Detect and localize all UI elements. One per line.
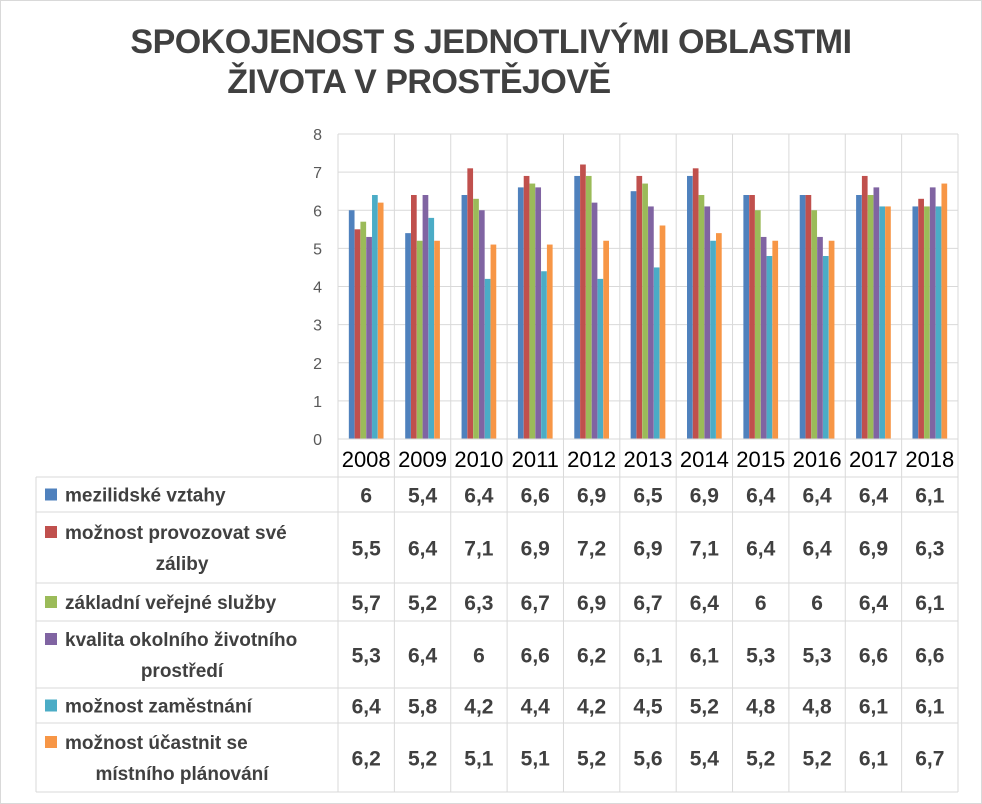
bar-2010-s6 [491, 245, 497, 439]
bar-2014-s3 [699, 195, 705, 439]
bar-2010-s1 [462, 195, 468, 439]
bar-2018-s6 [941, 184, 947, 439]
x-category-label: 2015 [736, 447, 786, 472]
table-value-s6-2018: 6,7 [915, 747, 945, 771]
bar-2008-s1 [349, 210, 355, 439]
bar-2013-s2 [636, 176, 642, 439]
chart-title-line-1: SPOKOJENOST S JEDNOTLIVÝMI OBLASTMI [130, 23, 852, 61]
bar-2015-s3 [755, 210, 761, 439]
bar-2016-s5 [823, 256, 829, 439]
legend-label-6: místního plánování [95, 764, 269, 785]
legend-swatch-1 [45, 489, 57, 501]
table-value-s6-2015: 5,2 [746, 747, 776, 771]
x-category-label: 2011 [511, 447, 559, 472]
bar-2016-s6 [829, 241, 835, 439]
legend-swatch-4 [45, 633, 57, 645]
table-value-s1-2011: 6,6 [520, 484, 550, 508]
x-category-label: 2018 [905, 447, 955, 472]
bar-2016-s2 [806, 195, 812, 439]
table-value-s4-2010: 6 [473, 644, 485, 668]
bar-2010-s4 [479, 210, 485, 439]
bar-2018-s4 [930, 187, 936, 439]
x-category-label: 2010 [454, 447, 504, 472]
bar-2011-s6 [547, 245, 553, 439]
bar-2016-s4 [817, 237, 823, 439]
table-value-s4-2014: 6,1 [689, 644, 719, 668]
chart-title-line-2: ŽIVOTA V PROSTĚJOVĚ [227, 63, 611, 101]
bar-2017-s6 [885, 206, 891, 439]
bar-2014-s2 [693, 168, 699, 439]
table-value-s4-2016: 5,3 [802, 644, 832, 668]
table-value-s2-2018: 6,3 [915, 537, 945, 561]
bar-2015-s4 [761, 237, 767, 439]
table-value-s2-2013: 6,9 [633, 537, 663, 561]
legend-swatch-2 [45, 526, 57, 538]
table-value-s6-2013: 5,6 [633, 747, 663, 771]
table-value-s6-2010: 5,1 [464, 747, 494, 771]
table-value-s3-2014: 6,4 [689, 592, 719, 615]
bar-2011-s1 [518, 187, 524, 439]
table-value-s5-2014: 5,2 [689, 695, 719, 719]
bar-2012-s1 [574, 176, 580, 439]
table-value-s2-2015: 6,4 [746, 537, 776, 561]
bar-2017-s1 [856, 195, 862, 439]
bar-2011-s2 [524, 176, 530, 439]
table-value-s5-2009: 5,8 [407, 695, 438, 719]
bar-2009-s3 [417, 241, 423, 439]
bar-2018-s2 [918, 199, 924, 439]
bar-2014-s5 [710, 241, 716, 439]
table-value-s6-2012: 5,2 [577, 747, 607, 771]
table-value-s5-2015: 4,8 [746, 695, 776, 719]
bar-2015-s1 [743, 195, 749, 439]
bar-2013-s3 [642, 184, 648, 439]
table-value-s6-2008: 6,2 [351, 747, 381, 771]
table-value-s3-2011: 6,7 [520, 592, 550, 615]
bar-2017-s5 [879, 206, 885, 439]
x-category-label: 2012 [567, 447, 617, 472]
table-value-s4-2008: 5,3 [351, 644, 381, 668]
y-tick-label: 8 [313, 127, 322, 144]
table-value-s1-2010: 6,4 [464, 484, 494, 508]
y-tick-label: 1 [313, 393, 322, 411]
table-value-s1-2016: 6,4 [802, 484, 832, 508]
table-value-s1-2017: 6,4 [858, 484, 889, 508]
table-value-s3-2017: 6,4 [858, 592, 889, 615]
legend-label-6: možnost účastnit se [65, 733, 248, 754]
table-value-s4-2017: 6,6 [858, 644, 889, 668]
bar-2010-s2 [467, 168, 473, 439]
bar-2014-s4 [704, 206, 710, 439]
table-value-s4-2011: 6,6 [520, 644, 550, 668]
bar-2009-s4 [423, 195, 429, 439]
table-value-s2-2016: 6,4 [802, 537, 832, 561]
table-value-s6-2016: 5,2 [802, 747, 832, 771]
table-value-s5-2012: 4,2 [577, 695, 607, 719]
bar-2012-s4 [592, 203, 598, 439]
table-value-s1-2018: 6,1 [915, 484, 945, 508]
table-value-s3-2012: 6,9 [577, 592, 607, 615]
bar-2008-s5 [372, 195, 378, 439]
x-category-label: 2013 [623, 447, 673, 472]
table-value-s1-2015: 6,4 [746, 484, 776, 508]
bar-2017-s2 [862, 176, 868, 439]
table-value-s4-2009: 6,4 [407, 644, 438, 668]
bar-2009-s2 [411, 195, 417, 439]
bar-2009-s5 [428, 218, 434, 439]
y-tick-label: 7 [313, 165, 322, 183]
table-value-s6-2017: 6,1 [858, 747, 889, 771]
table-value-s4-2015: 5,3 [746, 644, 776, 668]
bar-2017-s4 [874, 187, 880, 439]
table-value-s3-2018: 6,1 [915, 592, 945, 615]
bar-2008-s3 [360, 222, 366, 439]
bar-2012-s3 [586, 176, 592, 439]
table-value-s3-2008: 5,7 [351, 592, 381, 615]
table-value-s2-2012: 7,2 [577, 537, 607, 561]
bar-2010-s5 [485, 279, 491, 439]
table-value-s3-2010: 6,3 [464, 592, 494, 615]
y-tick-label: 4 [313, 279, 322, 297]
legend-label-2: záliby [155, 554, 209, 575]
x-category-label: 2009 [398, 447, 448, 472]
y-tick-label: 5 [313, 241, 322, 259]
table-value-s4-2012: 6,2 [577, 644, 607, 668]
table-value-s1-2008: 6 [360, 484, 373, 508]
bar-2008-s6 [378, 203, 384, 439]
legend-label-2: možnost provozovat své [65, 523, 287, 544]
bar-2010-s3 [473, 199, 479, 439]
bar-2018-s1 [912, 206, 918, 439]
bar-2018-s5 [936, 206, 942, 439]
table-value-s3-2009: 5,2 [407, 592, 438, 615]
x-category-label: 2008 [341, 447, 391, 472]
table-value-s1-2013: 6,5 [633, 484, 663, 508]
x-category-label: 2016 [792, 447, 842, 472]
legend-swatch-6 [45, 736, 57, 748]
legend-label-4: kvalita okolního životního [65, 630, 298, 651]
bar-2008-s2 [355, 229, 361, 439]
legend-swatch-5 [45, 700, 57, 712]
table-value-s3-2016: 6 [811, 592, 823, 615]
bar-2012-s2 [580, 165, 586, 440]
bar-2016-s3 [811, 210, 817, 439]
table-value-s5-2011: 4,4 [520, 695, 550, 719]
bar-2014-s1 [687, 176, 693, 439]
table-value-s5-2016: 4,8 [802, 695, 832, 719]
table-value-s6-2011: 5,1 [520, 747, 550, 771]
bar-2011-s5 [541, 271, 547, 439]
bar-2009-s1 [405, 233, 411, 439]
bar-2016-s1 [800, 195, 806, 439]
table-value-s5-2018: 6,1 [915, 695, 945, 719]
y-tick-label: 3 [313, 317, 322, 335]
table-value-s1-2012: 6,9 [577, 484, 607, 508]
bar-2008-s4 [366, 237, 372, 439]
table-value-s1-2009: 5,4 [407, 484, 438, 508]
bar-2015-s6 [772, 241, 778, 439]
table-value-s6-2014: 5,4 [689, 747, 719, 771]
table-value-s4-2018: 6,6 [915, 644, 945, 668]
table-value-s3-2013: 6,7 [633, 592, 663, 615]
y-tick-label: 0 [313, 432, 322, 449]
bar-2017-s3 [868, 195, 874, 439]
bar-2011-s3 [530, 184, 536, 439]
legend-label-5: možnost zaměstnání [65, 696, 252, 718]
bar-2013-s4 [648, 206, 654, 439]
legend-label-4: prostředí [140, 661, 224, 682]
bar-2013-s5 [654, 267, 660, 439]
table-value-s6-2009: 5,2 [407, 747, 438, 771]
table-value-s2-2010: 7,1 [464, 537, 494, 561]
bar-2012-s5 [597, 279, 603, 439]
legend-label-3: základní veřejné služby [65, 593, 277, 614]
table-value-s5-2013: 4,5 [633, 695, 663, 719]
table-value-s5-2008: 6,4 [351, 695, 381, 719]
table-value-s2-2009: 6,4 [407, 537, 438, 561]
table-value-s3-2015: 6 [754, 592, 767, 615]
table-value-s4-2013: 6,1 [633, 644, 663, 668]
bar-2011-s4 [535, 187, 541, 439]
table-value-s5-2010: 4,2 [464, 695, 494, 719]
x-category-label: 2014 [679, 447, 729, 472]
table-value-s2-2008: 5,5 [351, 537, 381, 561]
table-value-s2-2014: 7,1 [689, 537, 719, 561]
legend-swatch-3 [45, 596, 57, 608]
y-tick-label: 2 [313, 355, 322, 373]
bar-2018-s3 [924, 206, 930, 439]
table-value-s5-2017: 6,1 [858, 695, 889, 719]
bar-2014-s6 [716, 233, 722, 439]
bar-2013-s1 [631, 191, 637, 439]
bar-2015-s5 [767, 256, 773, 439]
bar-2009-s6 [434, 241, 440, 439]
table-value-s1-2014: 6,9 [689, 484, 719, 508]
bar-2015-s2 [749, 195, 755, 439]
x-category-label: 2017 [848, 447, 898, 472]
y-tick-label: 6 [313, 203, 322, 221]
bar-2012-s6 [603, 241, 609, 439]
bar-2013-s6 [660, 226, 666, 440]
table-value-s2-2011: 6,9 [520, 537, 550, 561]
legend-label-1: mezilidské vztahy [65, 485, 226, 507]
table-value-s2-2017: 6,9 [858, 537, 889, 561]
